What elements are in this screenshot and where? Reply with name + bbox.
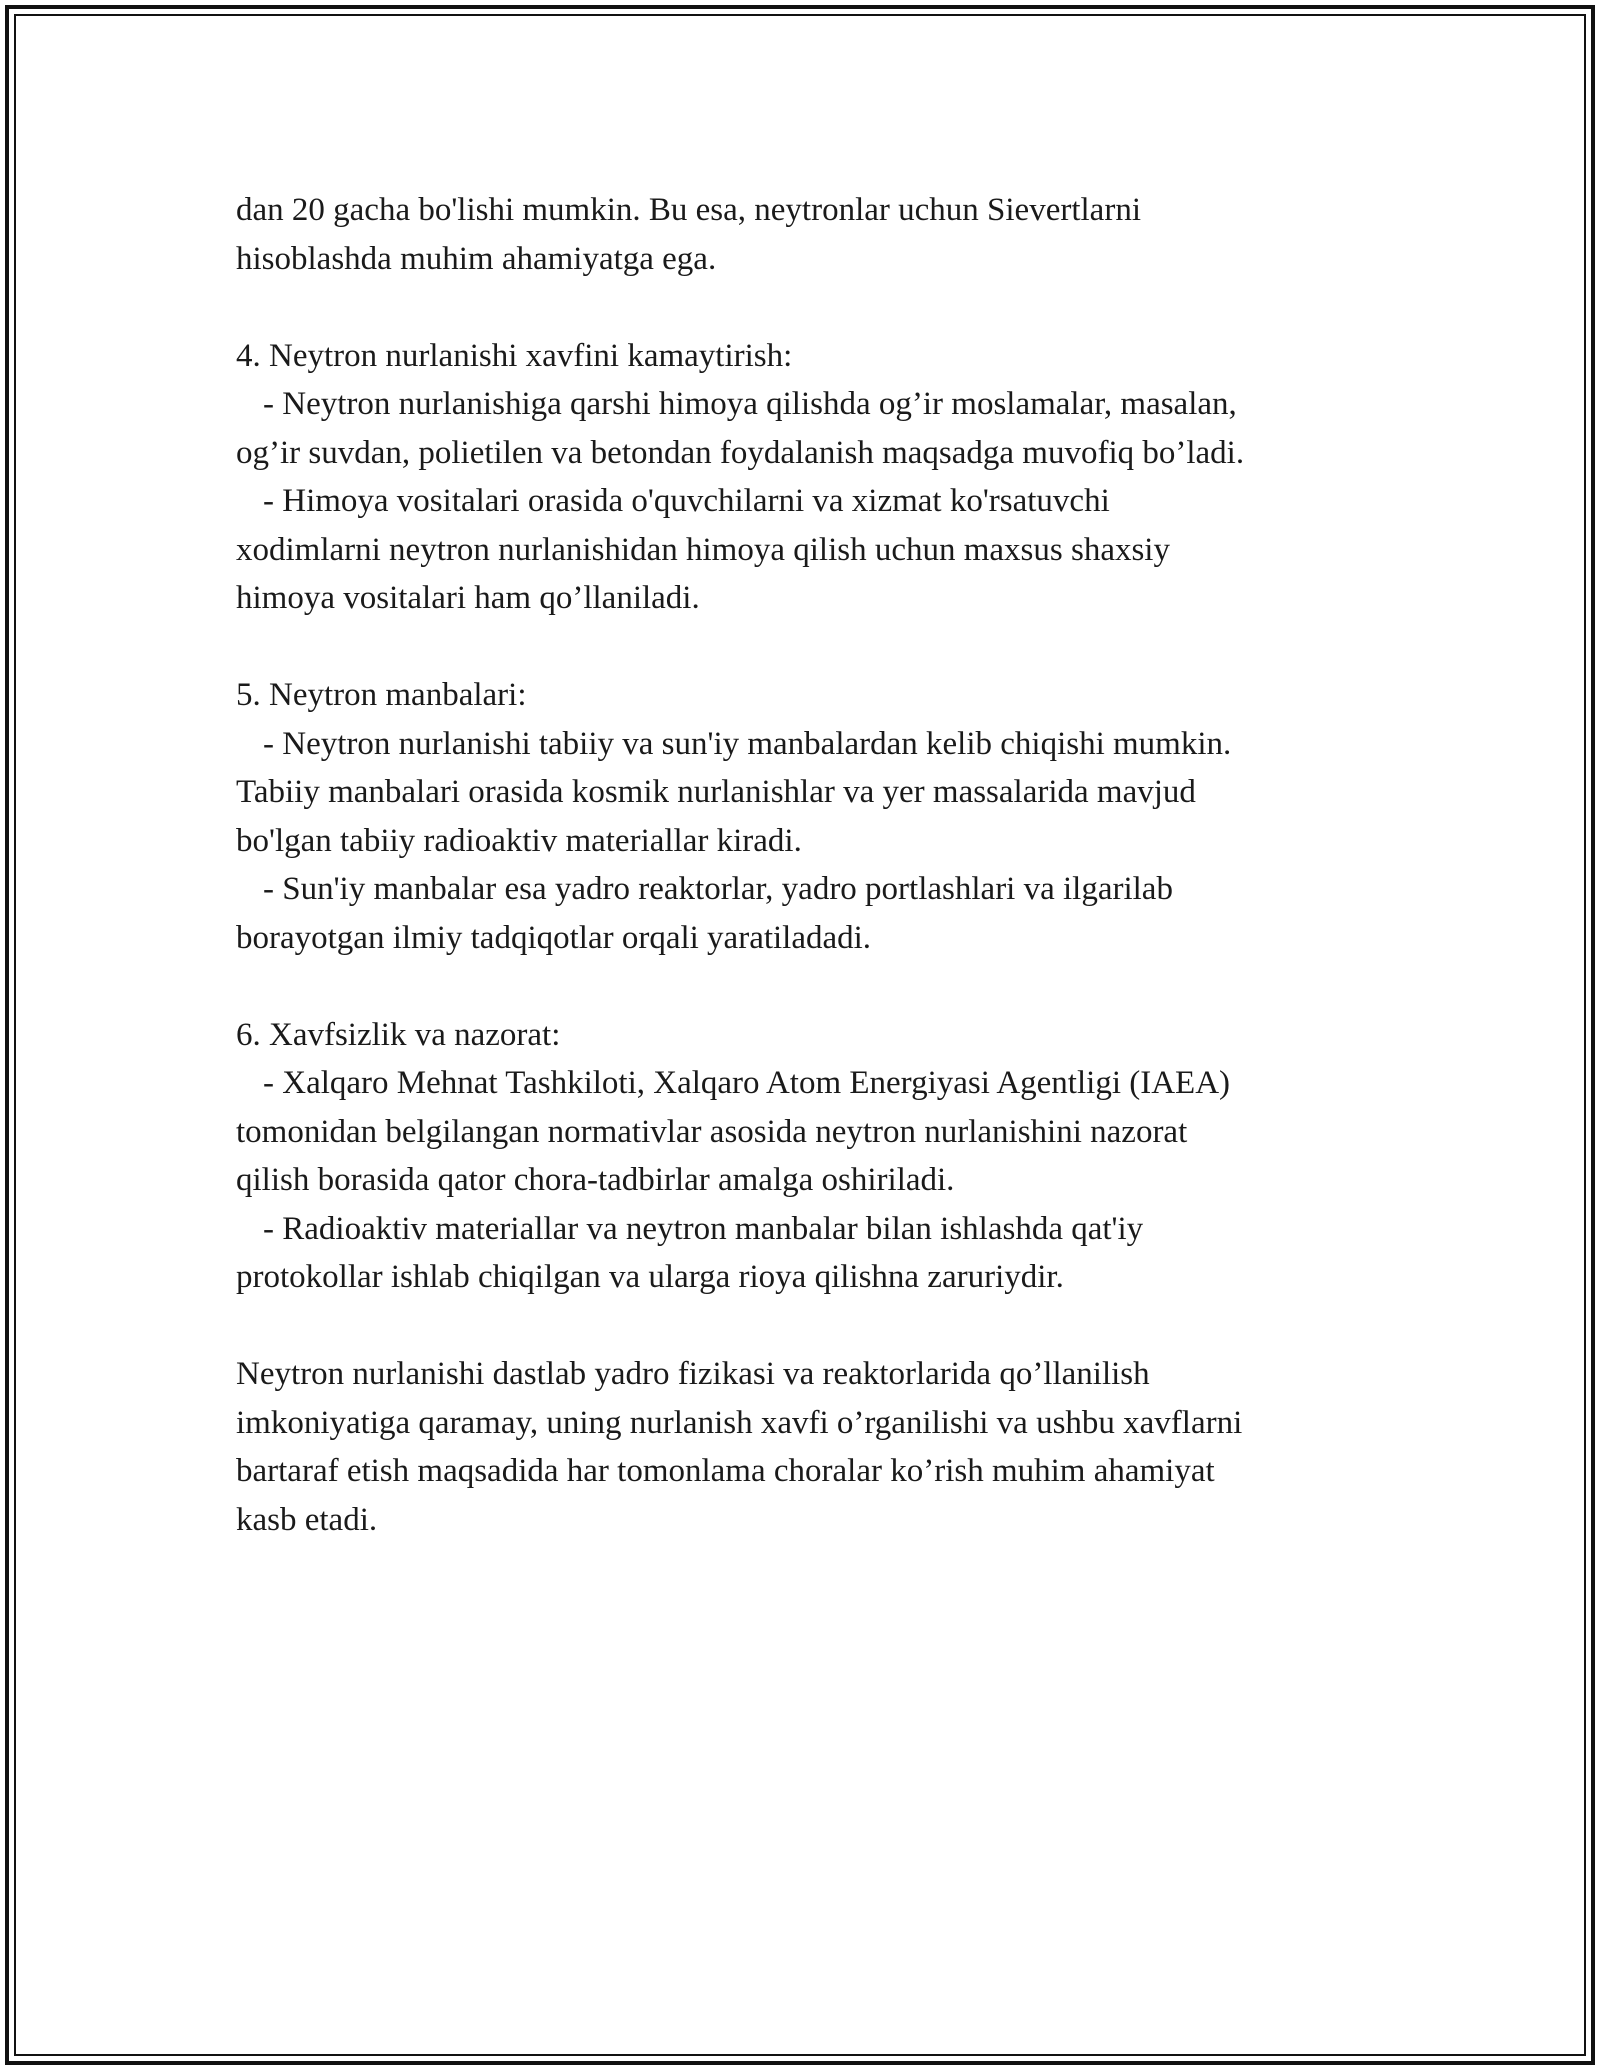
text-line: kasb etadi.	[236, 1501, 378, 1538]
section-heading: 6. Xavfsizlik va nazorat:	[236, 1016, 561, 1053]
bullet-line: - Neytron nurlanishiga qarshi himoya qilishda og’ir moslamalar, masalan,	[263, 386, 1237, 422]
text-line: Tabiiy manbalari orasida kosmik nurlanishlar va yer massalarida mavjud	[236, 774, 1196, 810]
text-line: tomonidan belgilangan normativlar asosida neytron nurlanishini nazorat	[236, 1113, 1188, 1150]
text-line: hisoblashda muhim ahamiyatga ega.	[236, 240, 717, 277]
text-line: dan 20 gacha bo'lishi mumkin. Bu esa, neytronlar uchun Sievertlarni	[236, 192, 1141, 228]
text-line: protokollar ishlab chiqilgan va ularga rioya qilishna zaruriydir.	[236, 1259, 1064, 1295]
bullet-line: - Sun'iy manbalar esa yadro reaktorlar, yadro portlashlari va ilgarilab	[263, 871, 1173, 907]
text-line: borayotgan ilmiy tadqiqotlar orqali yaratiladadi.	[236, 919, 872, 956]
section-4-risk-reduction	[236, 332, 1386, 623]
bullet-line: - Xalqaro Mehnat Tashkiloti, Xalqaro Atom Energiyasi Agentligi (IAEA)	[263, 1065, 1231, 1101]
paragraph-sievert-continuation	[236, 186, 1386, 283]
document-body	[236, 186, 1386, 1544]
paragraph-gap	[236, 283, 1386, 332]
text-line: og’ir suvdan, polietilen va betondan foydalanish maqsadga muvofiq bo’ladi.	[236, 434, 1245, 471]
paragraph-gap	[236, 623, 1386, 672]
text-line: xodimlarni neytron nurlanishidan himoya qilish uchun maxsus shaxsiy	[236, 531, 1170, 568]
paragraph-gap	[236, 962, 1386, 1011]
text-line: himoya vositalari ham qo’llaniladi.	[236, 580, 700, 616]
section-heading: 5. Neytron manbalari:	[236, 677, 527, 713]
text-line: bo'lgan tabiiy radioaktiv materiallar kiradi.	[236, 822, 802, 859]
bullet-line: - Neytron nurlanishi tabiiy va sun'iy manbalardan kelib chiqishi mumkin.	[263, 725, 1232, 762]
section-heading: 4. Neytron nurlanishi xavfini kamaytirish:	[236, 337, 793, 374]
text-line: Neytron nurlanishi dastlab yadro fizikasi va reaktorlarida qo’llanilish	[236, 1356, 1150, 1392]
bullet-line: - Radioaktiv materiallar va neytron manbalar bilan ishlashda qat'iy	[263, 1210, 1144, 1247]
text-line: imkoniyatiga qaramay, uning nurlanish xavfi o’rganilishi va ushbu xavflarni	[236, 1404, 1243, 1441]
text-line: qilish borasida qator chora-tadbirlar amalga oshiriladi.	[236, 1162, 955, 1198]
bullet-line: - Himoya vositalari orasida o'quvchilarni va xizmat ko'rsatuvchi	[263, 483, 1110, 519]
paragraph-conclusion	[236, 1350, 1386, 1544]
section-5-neutron-sources	[236, 671, 1386, 962]
section-6-safety-control	[236, 1011, 1386, 1302]
paragraph-gap	[236, 1302, 1386, 1351]
text-line: bartaraf etish maqsadida har tomonlama choralar ko’rish muhim ahamiyat	[236, 1453, 1215, 1489]
